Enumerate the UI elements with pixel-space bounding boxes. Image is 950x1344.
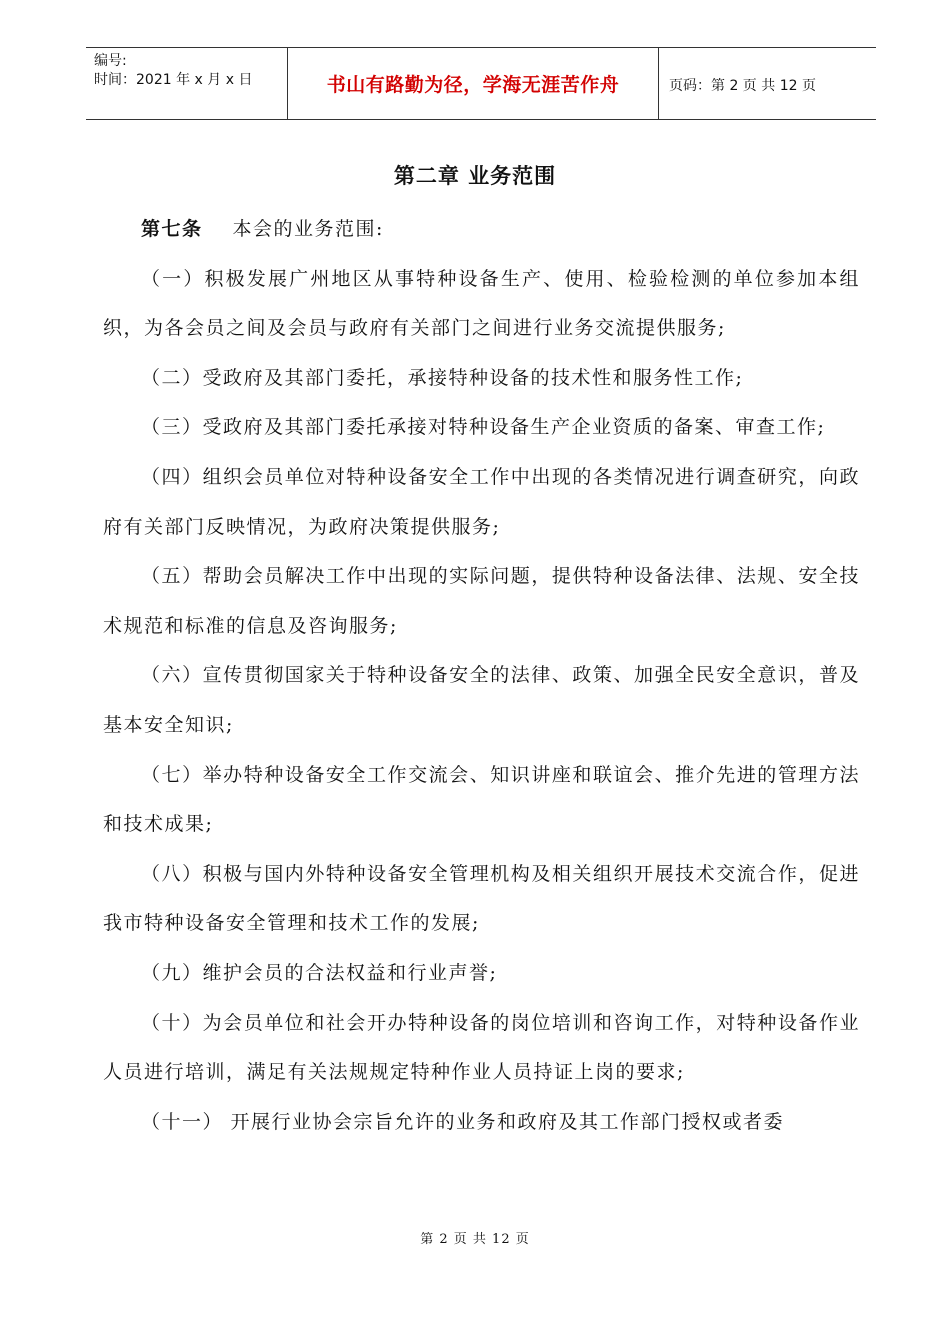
list-item: （二）受政府及其部门委托，承接特种设备的技术性和服务性工作; (141, 366, 744, 389)
article-number: 第七条 (141, 218, 203, 240)
list-item: （五）帮助会员解决工作中出现的实际问题，提供特种设备法律、法规、安全技术规范和标准的信息及咨询服务; (103, 565, 860, 637)
list-item: （三）受政府及其部门委托承接对特种设备生产企业资质的备案、审查工作; (141, 416, 826, 439)
list-item: （九）维护会员的合法权益和行业声誉; (141, 961, 498, 984)
list-item: （七）举办特种设备安全工作交流会、知识讲座和联谊会、推介先进的管理方法和技术成果; (103, 763, 860, 836)
article-heading (103, 205, 860, 255)
header-page-number: 页码：第 2 页 共 12 页 (669, 78, 816, 94)
list-item: （四）组织会员单位对特种设备安全工作中出现的各类情况进行调查研究，向政府有关部门反映情况，为政府决策提供服务; (103, 465, 860, 538)
chapter-title: 第二章 业务范围 (393, 164, 557, 188)
list-item: （十）为会员单位和社会开办特种设备的岗位培训和咨询工作，对特种设备作业人员进行培训，满足有关法规规定特种作业人员持证上岗的要求; (103, 1011, 860, 1084)
header-motto: 书山有路勤为径，学海无涯苦作舟 (326, 74, 620, 96)
document-time-label: 时间：2021 年 x 月 x 日 (94, 72, 253, 88)
page-header (86, 47, 876, 120)
list-item: （六）宣传贯彻国家关于特种设备安全的法律、政策、加强全民安全意识，普及基本安全知识; (103, 664, 860, 736)
header-divider (658, 48, 659, 119)
list-item: （八）积极与国内外特种设备安全管理机构及相关组织开展技术交流合作，促进我市特种设备安全管理和技术工作的发展; (103, 862, 860, 935)
list-item: （十一） 开展行业协会宗旨允许的业务和政府及其工作部门授权或者委 (141, 1110, 785, 1133)
document-number-label: 编号: (94, 53, 127, 69)
document-body (103, 205, 860, 1147)
list-item: （一）积极发展广州地区从事特种设备生产、使用、检验检测的单位参加本组织，为各会员之间及会员与政府有关部门之间进行业务交流提供服务; (103, 267, 860, 340)
page-footer: 第 2 页 共 12 页 (420, 1232, 530, 1247)
article-intro: 本会的业务范围: (232, 218, 384, 240)
header-meta (94, 52, 252, 90)
